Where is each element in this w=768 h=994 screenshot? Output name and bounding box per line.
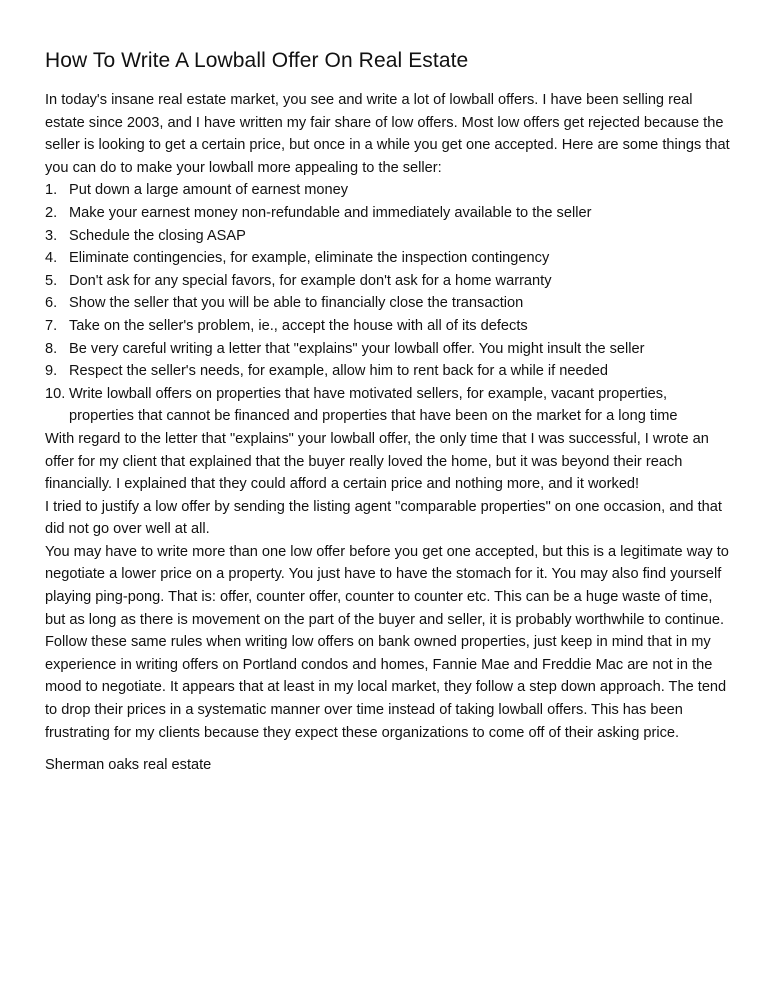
list-item-text: Show the seller that you will be able to financially close the transaction [69,295,524,312]
list-item-text: Don't ask for any special favors, for example don't ask for a home warranty [69,272,552,289]
list-item-text: Respect the seller's needs, for example, allow him to rent back for a while if needed [69,363,608,380]
list-item [45,383,735,428]
intro-paragraph: In today's insane real estate market, you see and write a lot of lowball offers. I have been selling real estate since 2003, and I have written my fair share of low offers. Most low offers get rejected because the seller is looking to get a certain price, but once in a while you get one accepted. Here are some things that you can do to make your lowball more appealing to the seller: [45,92,730,176]
footer-link-text: Sherman oaks real estate [45,757,212,774]
list-item-number: 4. [45,250,58,267]
list-item-number: 8. [45,340,58,357]
list-item [45,315,735,338]
list-item [45,247,735,270]
list-item-number: 1. [45,182,58,199]
list-item-text: Take on the seller's problem, ie., accept the house with all of its defects [69,317,528,334]
list-item-text: Make your earnest money non-refundable and immediately available to the seller [69,204,592,221]
body-paragraph: With regard to the letter that "explains" your lowball offer, the only time that I was successful, I wrote an offer for my client that explained that the buyer really loved the home, but it was beyond their reach financially. I explained that they could afford a certain price and nothing more, and it worked! [45,430,709,493]
list-item-text: Schedule the closing ASAP [69,227,246,244]
list-item-text: Be very careful writing a letter that "explains" your lowball offer. You might insult the seller [69,340,645,357]
tips-list [45,179,735,428]
list-item [45,338,735,361]
list-item-text: Eliminate contingencies, for example, eliminate the inspection contingency [69,250,550,267]
list-item-number: 10. [45,385,66,402]
list-item [45,179,735,202]
list-item-number: 2. [45,204,58,221]
list-item [45,292,735,315]
list-item-text: Put down a large amount of earnest money [69,182,349,199]
document-page [45,47,735,777]
list-item [45,270,735,293]
page-title: How To Write A Lowball Offer On Real Estate [45,49,469,72]
body-paragraph: You may have to write more than one low offer before you get one accepted, but this is a legitimate way to negotiate a lower price on a property. You just have to have the stomach for it. You may also find yourself playing ping-pong. That is: offer, counter offer, counter to counter etc. This can be a huge waste of time, but as long as there is movement on the part of the buyer and seller, it is probably worthwhile to continue. [45,543,729,628]
list-item-number: 3. [45,227,58,244]
body-paragraph: Follow these same rules when writing low offers on bank owned properties, just keep in mind that in my experience in writing offers on Portland condos and homes, Fannie Mae and Freddie Mac are not in the mood to negotiate. It appears that at least in my local market, they follow a step down approach. The tend to drop their prices in a systematic manner over time instead of taking lowball offers. This has been frustrating for my clients because they expect these organizations to come off of their asking price. [45,634,727,741]
list-item [45,225,735,248]
list-item [45,360,735,383]
list-item [45,202,735,225]
body-paragraph: I tried to justify a low offer by sending the listing agent "comparable properties" on one occasion, and that did not go over well at all. [45,498,722,538]
list-item-number: 7. [45,317,58,334]
list-item-number: 6. [45,295,58,312]
list-item-text: Write lowball offers on properties that have motivated sellers, for example, vacant properties, properties that cannot be financed and properties that have been on the market for a long time [69,385,678,425]
list-item-number: 5. [45,272,58,289]
list-item-number: 9. [45,363,58,380]
